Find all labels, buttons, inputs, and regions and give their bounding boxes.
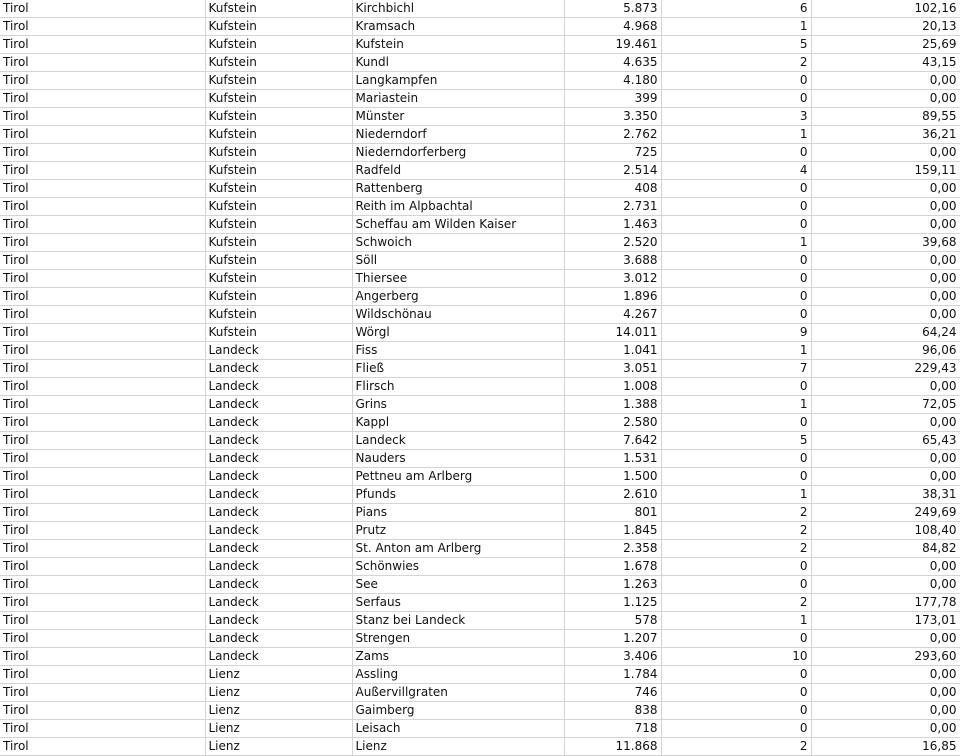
- state-cell[interactable]: Tirol: [0, 576, 205, 594]
- municipality-cell[interactable]: Assling: [352, 666, 564, 684]
- district-cell[interactable]: Landeck: [205, 594, 352, 612]
- district-cell[interactable]: Landeck: [205, 522, 352, 540]
- district-cell[interactable]: Landeck: [205, 558, 352, 576]
- state-cell[interactable]: Tirol: [0, 432, 205, 450]
- rate-cell[interactable]: 0,00: [811, 252, 960, 270]
- municipality-cell[interactable]: Landeck: [352, 432, 564, 450]
- population-cell[interactable]: 408: [564, 180, 661, 198]
- population-cell[interactable]: 1.784: [564, 666, 661, 684]
- district-cell[interactable]: Kufstein: [205, 252, 352, 270]
- district-cell[interactable]: Lienz: [205, 666, 352, 684]
- count-cell[interactable]: 0: [661, 450, 811, 468]
- rate-cell[interactable]: 293,60: [811, 648, 960, 666]
- district-cell[interactable]: Landeck: [205, 630, 352, 648]
- population-cell[interactable]: 2.731: [564, 198, 661, 216]
- population-cell[interactable]: 19.461: [564, 36, 661, 54]
- table-row: [0, 198, 960, 216]
- state-cell[interactable]: Tirol: [0, 486, 205, 504]
- rate-cell[interactable]: 0,00: [811, 72, 960, 90]
- rate-cell[interactable]: 102,16: [811, 0, 960, 18]
- table-row: [0, 414, 960, 432]
- count-cell[interactable]: 0: [661, 72, 811, 90]
- state-cell[interactable]: Tirol: [0, 378, 205, 396]
- state-cell[interactable]: Tirol: [0, 612, 205, 630]
- count-cell[interactable]: 0: [661, 702, 811, 720]
- table-row: [0, 378, 960, 396]
- count-cell[interactable]: 0: [661, 306, 811, 324]
- rate-cell[interactable]: 0,00: [811, 702, 960, 720]
- municipality-cell[interactable]: Niederndorf: [352, 126, 564, 144]
- municipality-cell[interactable]: Scheffau am Wilden Kaiser: [352, 216, 564, 234]
- population-cell[interactable]: 2.610: [564, 486, 661, 504]
- table-row: [0, 342, 960, 360]
- state-cell[interactable]: Tirol: [0, 90, 205, 108]
- population-cell[interactable]: 4.180: [564, 72, 661, 90]
- rate-cell[interactable]: 0,00: [811, 414, 960, 432]
- table-row: [0, 720, 960, 738]
- count-cell[interactable]: 1: [661, 234, 811, 252]
- table-row: [0, 594, 960, 612]
- municipality-cell[interactable]: St. Anton am Arlberg: [352, 540, 564, 558]
- rate-cell[interactable]: 0,00: [811, 180, 960, 198]
- table-row: [0, 432, 960, 450]
- table-row: [0, 270, 960, 288]
- count-cell[interactable]: 0: [661, 468, 811, 486]
- municipality-cell[interactable]: Thiersee: [352, 270, 564, 288]
- rate-cell[interactable]: 64,24: [811, 324, 960, 342]
- population-cell[interactable]: 2.580: [564, 414, 661, 432]
- population-cell[interactable]: 1.896: [564, 288, 661, 306]
- municipality-cell[interactable]: Mariastein: [352, 90, 564, 108]
- population-cell[interactable]: 3.012: [564, 270, 661, 288]
- table-row: [0, 144, 960, 162]
- municipality-cell[interactable]: Niederndorferberg: [352, 144, 564, 162]
- table-row: [0, 180, 960, 198]
- district-cell[interactable]: Landeck: [205, 576, 352, 594]
- population-cell[interactable]: 7.642: [564, 432, 661, 450]
- state-cell[interactable]: Tirol: [0, 252, 205, 270]
- district-cell[interactable]: Kufstein: [205, 162, 352, 180]
- municipality-cell[interactable]: Pettneu am Arlberg: [352, 468, 564, 486]
- district-cell[interactable]: Landeck: [205, 432, 352, 450]
- population-cell[interactable]: 1.463: [564, 216, 661, 234]
- table-row: [0, 486, 960, 504]
- state-cell[interactable]: Tirol: [0, 702, 205, 720]
- district-cell[interactable]: Kufstein: [205, 306, 352, 324]
- state-cell[interactable]: Tirol: [0, 342, 205, 360]
- state-cell[interactable]: Tirol: [0, 270, 205, 288]
- count-cell[interactable]: 0: [661, 576, 811, 594]
- population-cell[interactable]: 2.762: [564, 126, 661, 144]
- rate-cell[interactable]: 173,01: [811, 612, 960, 630]
- district-cell[interactable]: Kufstein: [205, 144, 352, 162]
- count-cell[interactable]: 0: [661, 252, 811, 270]
- rate-cell[interactable]: 159,11: [811, 162, 960, 180]
- district-cell[interactable]: Kufstein: [205, 216, 352, 234]
- district-cell[interactable]: Kufstein: [205, 72, 352, 90]
- district-cell[interactable]: Lienz: [205, 702, 352, 720]
- population-cell[interactable]: 1.500: [564, 468, 661, 486]
- rate-cell[interactable]: 0,00: [811, 630, 960, 648]
- state-cell[interactable]: Tirol: [0, 630, 205, 648]
- table-row: [0, 288, 960, 306]
- count-cell[interactable]: 2: [661, 594, 811, 612]
- count-cell[interactable]: 0: [661, 270, 811, 288]
- state-cell[interactable]: Tirol: [0, 450, 205, 468]
- state-cell[interactable]: Tirol: [0, 648, 205, 666]
- district-cell[interactable]: Landeck: [205, 468, 352, 486]
- municipality-cell[interactable]: Prutz: [352, 522, 564, 540]
- rate-cell[interactable]: 177,78: [811, 594, 960, 612]
- count-cell[interactable]: 4: [661, 162, 811, 180]
- count-cell[interactable]: 0: [661, 414, 811, 432]
- rate-cell[interactable]: 0,00: [811, 720, 960, 738]
- population-cell[interactable]: 746: [564, 684, 661, 702]
- state-cell[interactable]: Tirol: [0, 54, 205, 72]
- count-cell[interactable]: 5: [661, 36, 811, 54]
- population-cell[interactable]: 2.520: [564, 234, 661, 252]
- count-cell[interactable]: 0: [661, 180, 811, 198]
- population-cell[interactable]: 4.267: [564, 306, 661, 324]
- count-cell[interactable]: 1: [661, 396, 811, 414]
- rate-cell[interactable]: 25,69: [811, 36, 960, 54]
- municipality-cell[interactable]: Pfunds: [352, 486, 564, 504]
- state-cell[interactable]: Tirol: [0, 144, 205, 162]
- table-row: [0, 54, 960, 72]
- table-row: [0, 162, 960, 180]
- rate-cell[interactable]: 0,00: [811, 684, 960, 702]
- population-cell[interactable]: 1.678: [564, 558, 661, 576]
- table-row: [0, 90, 960, 108]
- population-cell[interactable]: 1.008: [564, 378, 661, 396]
- table-row: [0, 648, 960, 666]
- count-cell[interactable]: 2: [661, 504, 811, 522]
- population-cell[interactable]: 3.350: [564, 108, 661, 126]
- municipality-cell[interactable]: Wildschönau: [352, 306, 564, 324]
- district-cell[interactable]: Landeck: [205, 342, 352, 360]
- count-cell[interactable]: 0: [661, 720, 811, 738]
- state-cell[interactable]: Tirol: [0, 288, 205, 306]
- state-cell[interactable]: Tirol: [0, 198, 205, 216]
- count-cell[interactable]: 1: [661, 486, 811, 504]
- municipality-cell[interactable]: Stanz bei Landeck: [352, 612, 564, 630]
- table-row: [0, 450, 960, 468]
- rate-cell[interactable]: 0,00: [811, 144, 960, 162]
- municipality-cell[interactable]: Serfaus: [352, 594, 564, 612]
- rate-cell[interactable]: 0,00: [811, 270, 960, 288]
- count-cell[interactable]: 0: [661, 630, 811, 648]
- district-cell[interactable]: Lienz: [205, 738, 352, 756]
- municipality-cell[interactable]: Langkampfen: [352, 72, 564, 90]
- population-cell[interactable]: 1.531: [564, 450, 661, 468]
- population-cell[interactable]: 2.514: [564, 162, 661, 180]
- municipality-cell[interactable]: Lienz: [352, 738, 564, 756]
- population-cell[interactable]: 4.968: [564, 18, 661, 36]
- state-cell[interactable]: Tirol: [0, 36, 205, 54]
- state-cell[interactable]: Tirol: [0, 306, 205, 324]
- population-cell[interactable]: 4.635: [564, 54, 661, 72]
- count-cell[interactable]: 5: [661, 432, 811, 450]
- population-cell[interactable]: 1.125: [564, 594, 661, 612]
- district-cell[interactable]: Kufstein: [205, 108, 352, 126]
- district-cell[interactable]: Landeck: [205, 378, 352, 396]
- district-cell[interactable]: Landeck: [205, 612, 352, 630]
- count-cell[interactable]: 0: [661, 378, 811, 396]
- municipality-cell[interactable]: Fiss: [352, 342, 564, 360]
- rate-cell[interactable]: 20,13: [811, 18, 960, 36]
- state-cell[interactable]: Tirol: [0, 0, 205, 18]
- state-cell[interactable]: Tirol: [0, 594, 205, 612]
- rate-cell[interactable]: 65,43: [811, 432, 960, 450]
- table-row: [0, 126, 960, 144]
- municipality-cell[interactable]: Leisach: [352, 720, 564, 738]
- rate-cell[interactable]: 0,00: [811, 558, 960, 576]
- table-row: [0, 36, 960, 54]
- district-cell[interactable]: Landeck: [205, 504, 352, 522]
- municipality-cell[interactable]: Reith im Alpbachtal: [352, 198, 564, 216]
- municipality-cell[interactable]: Angerberg: [352, 288, 564, 306]
- rate-cell[interactable]: 89,55: [811, 108, 960, 126]
- state-cell[interactable]: Tirol: [0, 540, 205, 558]
- municipality-cell[interactable]: Pians: [352, 504, 564, 522]
- count-cell[interactable]: 2: [661, 54, 811, 72]
- count-cell[interactable]: 9: [661, 324, 811, 342]
- municipality-cell[interactable]: Radfeld: [352, 162, 564, 180]
- table-row: [0, 324, 960, 342]
- count-cell[interactable]: 6: [661, 0, 811, 18]
- rate-cell[interactable]: 0,00: [811, 90, 960, 108]
- rate-cell[interactable]: 72,05: [811, 396, 960, 414]
- population-cell[interactable]: 399: [564, 90, 661, 108]
- district-cell[interactable]: Landeck: [205, 414, 352, 432]
- district-cell[interactable]: Kufstein: [205, 324, 352, 342]
- rate-cell[interactable]: 38,31: [811, 486, 960, 504]
- municipality-cell[interactable]: Kundl: [352, 54, 564, 72]
- municipality-cell[interactable]: Söll: [352, 252, 564, 270]
- table-row: [0, 216, 960, 234]
- municipality-cell[interactable]: Außervillgraten: [352, 684, 564, 702]
- table-row: [0, 702, 960, 720]
- count-cell[interactable]: 0: [661, 216, 811, 234]
- municipality-cell[interactable]: Rattenberg: [352, 180, 564, 198]
- table-row: [0, 504, 960, 522]
- municipality-cell[interactable]: Gaimberg: [352, 702, 564, 720]
- count-cell[interactable]: 3: [661, 108, 811, 126]
- count-cell[interactable]: 7: [661, 360, 811, 378]
- table-row: [0, 522, 960, 540]
- count-cell[interactable]: 1: [661, 18, 811, 36]
- district-cell[interactable]: Landeck: [205, 540, 352, 558]
- count-cell[interactable]: 0: [661, 90, 811, 108]
- district-cell[interactable]: Landeck: [205, 360, 352, 378]
- district-cell[interactable]: Kufstein: [205, 234, 352, 252]
- district-cell[interactable]: Kufstein: [205, 18, 352, 36]
- state-cell[interactable]: Tirol: [0, 666, 205, 684]
- district-cell[interactable]: Lienz: [205, 684, 352, 702]
- state-cell[interactable]: Tirol: [0, 684, 205, 702]
- rate-cell[interactable]: 229,43: [811, 360, 960, 378]
- rate-cell[interactable]: 96,06: [811, 342, 960, 360]
- district-cell[interactable]: Landeck: [205, 450, 352, 468]
- rate-cell[interactable]: 0,00: [811, 306, 960, 324]
- state-cell[interactable]: Tirol: [0, 396, 205, 414]
- municipality-cell[interactable]: Kappl: [352, 414, 564, 432]
- count-cell[interactable]: 10: [661, 648, 811, 666]
- population-cell[interactable]: 3.406: [564, 648, 661, 666]
- table-row: [0, 234, 960, 252]
- count-cell[interactable]: 0: [661, 684, 811, 702]
- state-cell[interactable]: Tirol: [0, 468, 205, 486]
- district-cell[interactable]: Lienz: [205, 720, 352, 738]
- municipality-cell[interactable]: Zams: [352, 648, 564, 666]
- state-cell[interactable]: Tirol: [0, 558, 205, 576]
- state-cell[interactable]: Tirol: [0, 72, 205, 90]
- table-row: [0, 684, 960, 702]
- rate-cell[interactable]: 43,15: [811, 54, 960, 72]
- count-cell[interactable]: 0: [661, 288, 811, 306]
- municipality-cell[interactable]: See: [352, 576, 564, 594]
- count-cell[interactable]: 2: [661, 540, 811, 558]
- table-row: [0, 540, 960, 558]
- rate-cell[interactable]: 0,00: [811, 576, 960, 594]
- population-cell[interactable]: 2.358: [564, 540, 661, 558]
- state-cell[interactable]: Tirol: [0, 126, 205, 144]
- state-cell[interactable]: Tirol: [0, 522, 205, 540]
- population-cell[interactable]: 1.207: [564, 630, 661, 648]
- count-cell[interactable]: 0: [661, 144, 811, 162]
- population-cell[interactable]: 1.263: [564, 576, 661, 594]
- municipality-cell[interactable]: Kramsach: [352, 18, 564, 36]
- district-cell[interactable]: Kufstein: [205, 180, 352, 198]
- state-cell[interactable]: Tirol: [0, 720, 205, 738]
- rate-cell[interactable]: 36,21: [811, 126, 960, 144]
- table-row: [0, 630, 960, 648]
- rate-cell[interactable]: 0,00: [811, 468, 960, 486]
- district-cell[interactable]: Kufstein: [205, 36, 352, 54]
- state-cell[interactable]: Tirol: [0, 18, 205, 36]
- population-cell[interactable]: 718: [564, 720, 661, 738]
- rate-cell[interactable]: 16,85: [811, 738, 960, 756]
- rate-cell[interactable]: 0,00: [811, 216, 960, 234]
- rate-cell[interactable]: 0,00: [811, 378, 960, 396]
- municipality-cell[interactable]: Grins: [352, 396, 564, 414]
- rate-cell[interactable]: 108,40: [811, 522, 960, 540]
- population-cell[interactable]: 1.388: [564, 396, 661, 414]
- state-cell[interactable]: Tirol: [0, 180, 205, 198]
- municipality-cell[interactable]: Kirchbichl: [352, 0, 564, 18]
- state-cell[interactable]: Tirol: [0, 504, 205, 522]
- district-cell[interactable]: Kufstein: [205, 0, 352, 18]
- table-row: [0, 612, 960, 630]
- district-cell[interactable]: Kufstein: [205, 288, 352, 306]
- district-cell[interactable]: Kufstein: [205, 270, 352, 288]
- rate-cell[interactable]: 0,00: [811, 288, 960, 306]
- population-cell[interactable]: 11.868: [564, 738, 661, 756]
- rate-cell[interactable]: 0,00: [811, 450, 960, 468]
- table-row: [0, 72, 960, 90]
- state-cell[interactable]: Tirol: [0, 324, 205, 342]
- municipality-cell[interactable]: Fließ: [352, 360, 564, 378]
- table-row: [0, 252, 960, 270]
- count-cell[interactable]: 0: [661, 198, 811, 216]
- district-cell[interactable]: Kufstein: [205, 126, 352, 144]
- district-cell[interactable]: Kufstein: [205, 198, 352, 216]
- population-cell[interactable]: 3.051: [564, 360, 661, 378]
- table-row: [0, 396, 960, 414]
- municipality-cell[interactable]: Wörgl: [352, 324, 564, 342]
- count-cell[interactable]: 1: [661, 126, 811, 144]
- population-cell[interactable]: 838: [564, 702, 661, 720]
- state-cell[interactable]: Tirol: [0, 360, 205, 378]
- municipality-cell[interactable]: Schwoich: [352, 234, 564, 252]
- municipality-cell[interactable]: Nauders: [352, 450, 564, 468]
- table-row: [0, 468, 960, 486]
- population-cell[interactable]: 5.873: [564, 0, 661, 18]
- count-cell[interactable]: 2: [661, 738, 811, 756]
- state-cell[interactable]: Tirol: [0, 234, 205, 252]
- district-cell[interactable]: Landeck: [205, 486, 352, 504]
- count-cell[interactable]: 0: [661, 558, 811, 576]
- table-row: [0, 0, 960, 18]
- rate-cell[interactable]: 39,68: [811, 234, 960, 252]
- table-row: [0, 306, 960, 324]
- population-cell[interactable]: 725: [564, 144, 661, 162]
- state-cell[interactable]: Tirol: [0, 216, 205, 234]
- municipality-cell[interactable]: Flirsch: [352, 378, 564, 396]
- table-row: [0, 558, 960, 576]
- district-cell[interactable]: Kufstein: [205, 90, 352, 108]
- municipality-cell[interactable]: Kufstein: [352, 36, 564, 54]
- district-cell[interactable]: Landeck: [205, 396, 352, 414]
- rate-cell[interactable]: 84,82: [811, 540, 960, 558]
- count-cell[interactable]: 1: [661, 612, 811, 630]
- population-cell[interactable]: 1.845: [564, 522, 661, 540]
- district-cell[interactable]: Landeck: [205, 648, 352, 666]
- rate-cell[interactable]: 0,00: [811, 198, 960, 216]
- table-row: [0, 360, 960, 378]
- population-cell[interactable]: 3.688: [564, 252, 661, 270]
- rate-cell[interactable]: 0,00: [811, 666, 960, 684]
- district-cell[interactable]: Kufstein: [205, 54, 352, 72]
- table-row: [0, 576, 960, 594]
- state-cell[interactable]: Tirol: [0, 414, 205, 432]
- population-cell[interactable]: 801: [564, 504, 661, 522]
- population-cell[interactable]: 1.041: [564, 342, 661, 360]
- state-cell[interactable]: Tirol: [0, 162, 205, 180]
- count-cell[interactable]: 0: [661, 666, 811, 684]
- population-cell[interactable]: 578: [564, 612, 661, 630]
- table-row: [0, 666, 960, 684]
- rate-cell[interactable]: 249,69: [811, 504, 960, 522]
- count-cell[interactable]: 1: [661, 342, 811, 360]
- table-row: [0, 108, 960, 126]
- population-cell[interactable]: 14.011: [564, 324, 661, 342]
- count-cell[interactable]: 2: [661, 522, 811, 540]
- state-cell[interactable]: Tirol: [0, 108, 205, 126]
- table-row: [0, 18, 960, 36]
- municipality-cell[interactable]: Schönwies: [352, 558, 564, 576]
- municipality-cell[interactable]: Münster: [352, 108, 564, 126]
- municipality-cell[interactable]: Strengen: [352, 630, 564, 648]
- state-cell[interactable]: Tirol: [0, 738, 205, 756]
